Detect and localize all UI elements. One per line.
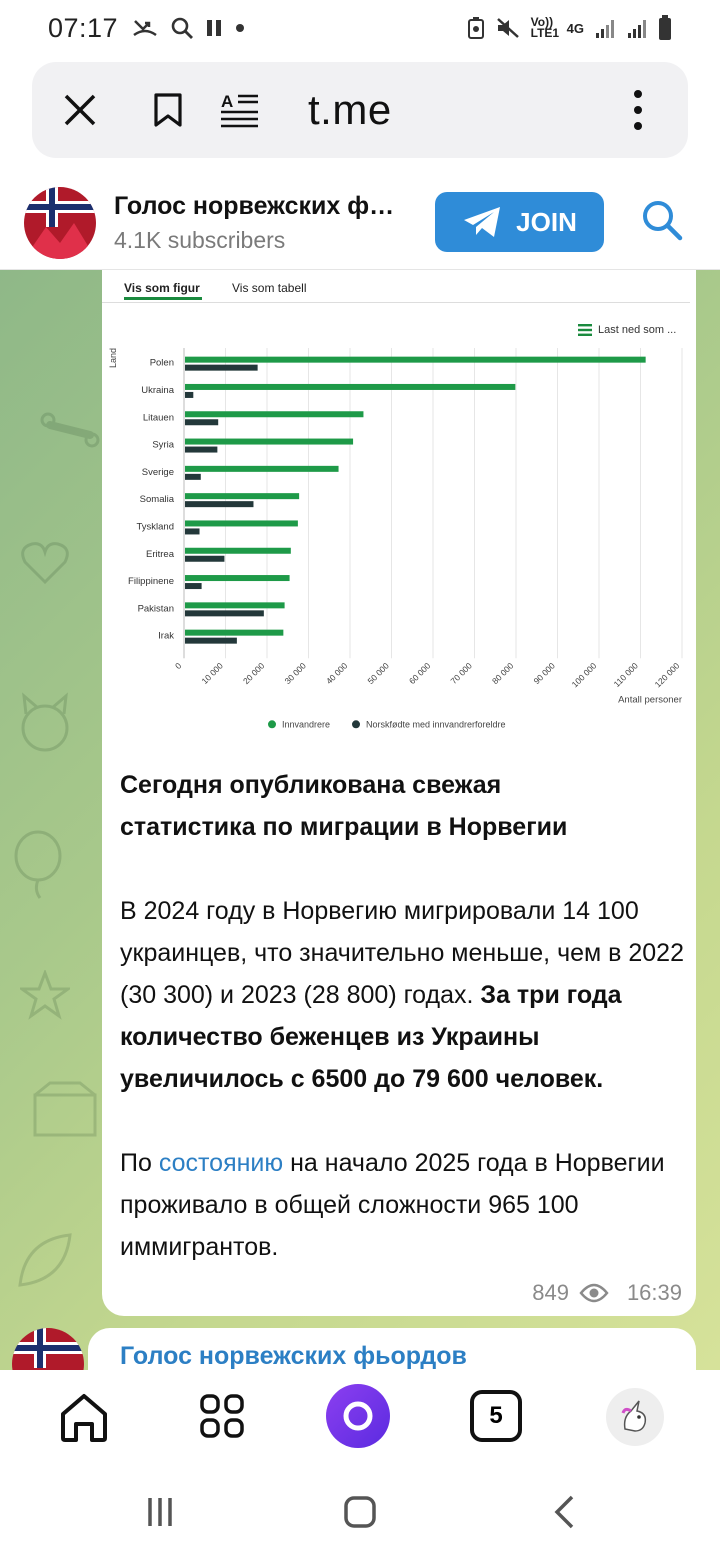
system-home-button[interactable] xyxy=(340,1492,380,1532)
post-text xyxy=(120,764,686,1310)
join-label: JOIN xyxy=(516,206,577,237)
missed-call-icon xyxy=(132,17,158,39)
status-bar xyxy=(0,0,720,56)
category-label: Litauen xyxy=(142,412,174,424)
doodle-cat-icon xyxy=(10,690,80,760)
channel-search-button[interactable] xyxy=(640,198,684,247)
back-icon xyxy=(552,1495,576,1529)
bar-chart xyxy=(102,270,696,740)
home-icon xyxy=(58,1392,110,1444)
x-tick-label: 20 000 xyxy=(240,660,267,687)
bar-innvandrere-tyskland xyxy=(185,520,298,526)
bar-norskfødte-somalia xyxy=(185,501,253,507)
bar-innvandrere-irak xyxy=(185,630,283,636)
bar-norskfødte-litauen xyxy=(185,419,218,425)
bar-norskfødte-irak xyxy=(185,638,237,644)
bar-norskfødte-sverige xyxy=(185,474,201,480)
services-button[interactable] xyxy=(194,1388,250,1444)
x-axis-title: Antall personer xyxy=(618,694,682,706)
post-meta xyxy=(532,1280,682,1306)
next-message-avatar[interactable] xyxy=(12,1328,84,1370)
x-tick-label: 120 000 xyxy=(652,660,682,690)
category-label: Polen xyxy=(149,357,174,369)
bar-norskfødte-eritrea xyxy=(185,556,224,562)
post-heading-line1: Сегодня опубликована свежая xyxy=(120,771,502,799)
status-time: 07:17 xyxy=(48,12,119,43)
x-tick-label: 0 xyxy=(172,660,184,672)
reader-mode-button[interactable] xyxy=(212,82,268,138)
chart-menu-label: Last ned som ... xyxy=(598,324,677,336)
channel-name[interactable]: Голос норвежских ф… xyxy=(114,191,395,220)
alice-assistant-button[interactable] xyxy=(326,1384,390,1448)
x-tick-label: 50 000 xyxy=(365,660,391,687)
doodle-balloon-icon xyxy=(8,830,68,900)
y-axis-label: Land xyxy=(108,347,118,368)
lte-label: Vo)) LTE1 xyxy=(530,15,560,40)
bar-innvandrere-litauen xyxy=(185,411,363,417)
x-tick-label: 60 000 xyxy=(406,660,433,687)
category-label: Pakistan xyxy=(137,603,174,615)
profile-button[interactable] xyxy=(606,1388,664,1446)
tabs-count: 5 xyxy=(489,1402,503,1429)
close-icon xyxy=(63,93,97,127)
net-label: 4G xyxy=(566,20,584,36)
x-tick-label: 110 000 xyxy=(611,660,640,690)
dot-icon xyxy=(234,22,246,34)
bar-innvandrere-ukraina xyxy=(185,384,515,390)
svg-text:A: A xyxy=(221,92,234,111)
bar-innvandrere-pakistan xyxy=(185,602,285,608)
bar-norskfødte-tyskland xyxy=(185,528,200,534)
signal-2-icon xyxy=(626,17,648,39)
legend-label: Innvandrere xyxy=(282,719,331,730)
reader-mode-icon xyxy=(220,92,260,128)
post-paragraph-refugees: За три года количество беженцев из Украины увеличилось с 6500 до 79 600 человек. xyxy=(120,981,622,1093)
doodle-bone-icon xyxy=(40,410,100,450)
system-home-icon xyxy=(343,1495,377,1529)
legend-label: Norskfødte med innvandrerforeldre xyxy=(366,719,506,730)
grid-icon xyxy=(199,1393,245,1439)
eye-icon xyxy=(579,1283,609,1303)
bar-innvandrere-eritrea xyxy=(185,548,291,554)
media-icon xyxy=(206,18,222,38)
x-tick-label: 70 000 xyxy=(448,660,474,687)
bar-norskfødte-pakistan xyxy=(185,610,264,616)
tab-vis-som-tabell[interactable]: Vis som tabell xyxy=(232,281,307,295)
next-message-sender[interactable]: Голос норвежских фьордов xyxy=(120,1342,467,1370)
x-tick-label: 90 000 xyxy=(531,660,557,687)
category-label: Eritrea xyxy=(146,548,174,560)
category-label: Somalia xyxy=(139,494,174,506)
category-label: Filippinene xyxy=(128,576,174,588)
bar-innvandrere-sverige xyxy=(185,466,339,472)
x-tick-label: 30 000 xyxy=(282,660,308,687)
bar-innvandrere-somalia xyxy=(185,493,299,499)
bar-norskfødte-filippinene xyxy=(185,583,202,589)
channel-avatar[interactable] xyxy=(24,187,96,259)
doodle-box-icon xyxy=(30,1080,100,1140)
telegram-plane-icon xyxy=(462,205,502,239)
home-button[interactable] xyxy=(54,1388,114,1448)
bookmark-icon xyxy=(153,92,183,128)
browser-address-bar xyxy=(32,62,688,158)
search-status-icon xyxy=(170,16,194,40)
chart-image[interactable] xyxy=(102,270,696,740)
mute-icon xyxy=(495,16,521,40)
next-message-bubble[interactable] xyxy=(88,1328,696,1370)
doodle-heart-icon xyxy=(20,540,70,586)
x-tick-label: 80 000 xyxy=(489,660,516,687)
doodle-leaf-icon xyxy=(15,1230,75,1290)
post-time: 16:39 xyxy=(626,1280,682,1305)
doodle-star-icon xyxy=(20,970,70,1020)
x-tick-label: 10 000 xyxy=(199,660,225,687)
bar-norskfødte-polen xyxy=(185,365,258,371)
x-tick-label: 100 000 xyxy=(569,660,599,690)
recent-apps-button[interactable] xyxy=(140,1492,180,1532)
category-label: Syria xyxy=(152,439,174,451)
view-count: 849 xyxy=(532,1280,569,1305)
category-label: Tyskland xyxy=(136,521,174,533)
browser-menu-button[interactable] xyxy=(610,82,666,138)
chat-area[interactable] xyxy=(0,270,720,1370)
category-label: Ukraina xyxy=(141,384,174,396)
recent-apps-icon xyxy=(144,1496,176,1528)
tabs-button[interactable] xyxy=(470,1390,522,1442)
post-link-sostoyaniyu[interactable]: состоянию xyxy=(158,1149,284,1177)
unicorn-avatar-icon xyxy=(615,1397,655,1437)
close-tab-button[interactable] xyxy=(52,82,108,138)
bar-innvandrere-filippinene xyxy=(185,575,290,581)
channel-header xyxy=(0,176,720,270)
signal-1-icon xyxy=(594,17,616,39)
post-paragraph-immigrants: на начало 2025 года в Норвегии проживало в общей сложности 965 100 иммигрантов. xyxy=(120,1149,665,1261)
bar-norskfødte-syria xyxy=(185,447,217,453)
message-bubble[interactable] xyxy=(102,270,696,1316)
bar-innvandrere-polen xyxy=(185,357,646,363)
bar-innvandrere-syria xyxy=(185,439,353,445)
legend-marker xyxy=(268,720,276,728)
post-heading-line2: статистика по миграции в Норвегии xyxy=(120,813,568,841)
category-label: Sverige xyxy=(141,466,174,478)
alice-icon xyxy=(340,1398,376,1434)
battery-icon xyxy=(658,15,672,41)
category-label: Irak xyxy=(158,630,174,642)
legend-marker xyxy=(352,720,360,728)
browser-bottom-nav xyxy=(0,1370,720,1560)
bookmark-button[interactable] xyxy=(140,82,196,138)
join-button[interactable] xyxy=(435,192,604,252)
x-tick-label: 40 000 xyxy=(323,660,350,687)
subscriber-count: 4.1K subscribers xyxy=(114,226,286,253)
post-paragraph-prefix: По xyxy=(120,1149,159,1177)
bar-norskfødte-ukraina xyxy=(185,392,193,398)
more-vert-icon xyxy=(633,89,643,131)
url-text[interactable]: t.me xyxy=(308,86,392,133)
tab-vis-som-figur[interactable]: Vis som figur xyxy=(124,281,200,295)
post-paragraph-ukraine: В 2024 году в Норвегию мигрировали 14 100 украинцев, что значительно меньше, чем в 2022 (30 300) и 2023 (28 800) годах. xyxy=(120,897,684,1009)
battery-saver-icon xyxy=(467,16,485,40)
search-icon xyxy=(640,198,684,242)
system-back-button[interactable] xyxy=(544,1492,584,1532)
